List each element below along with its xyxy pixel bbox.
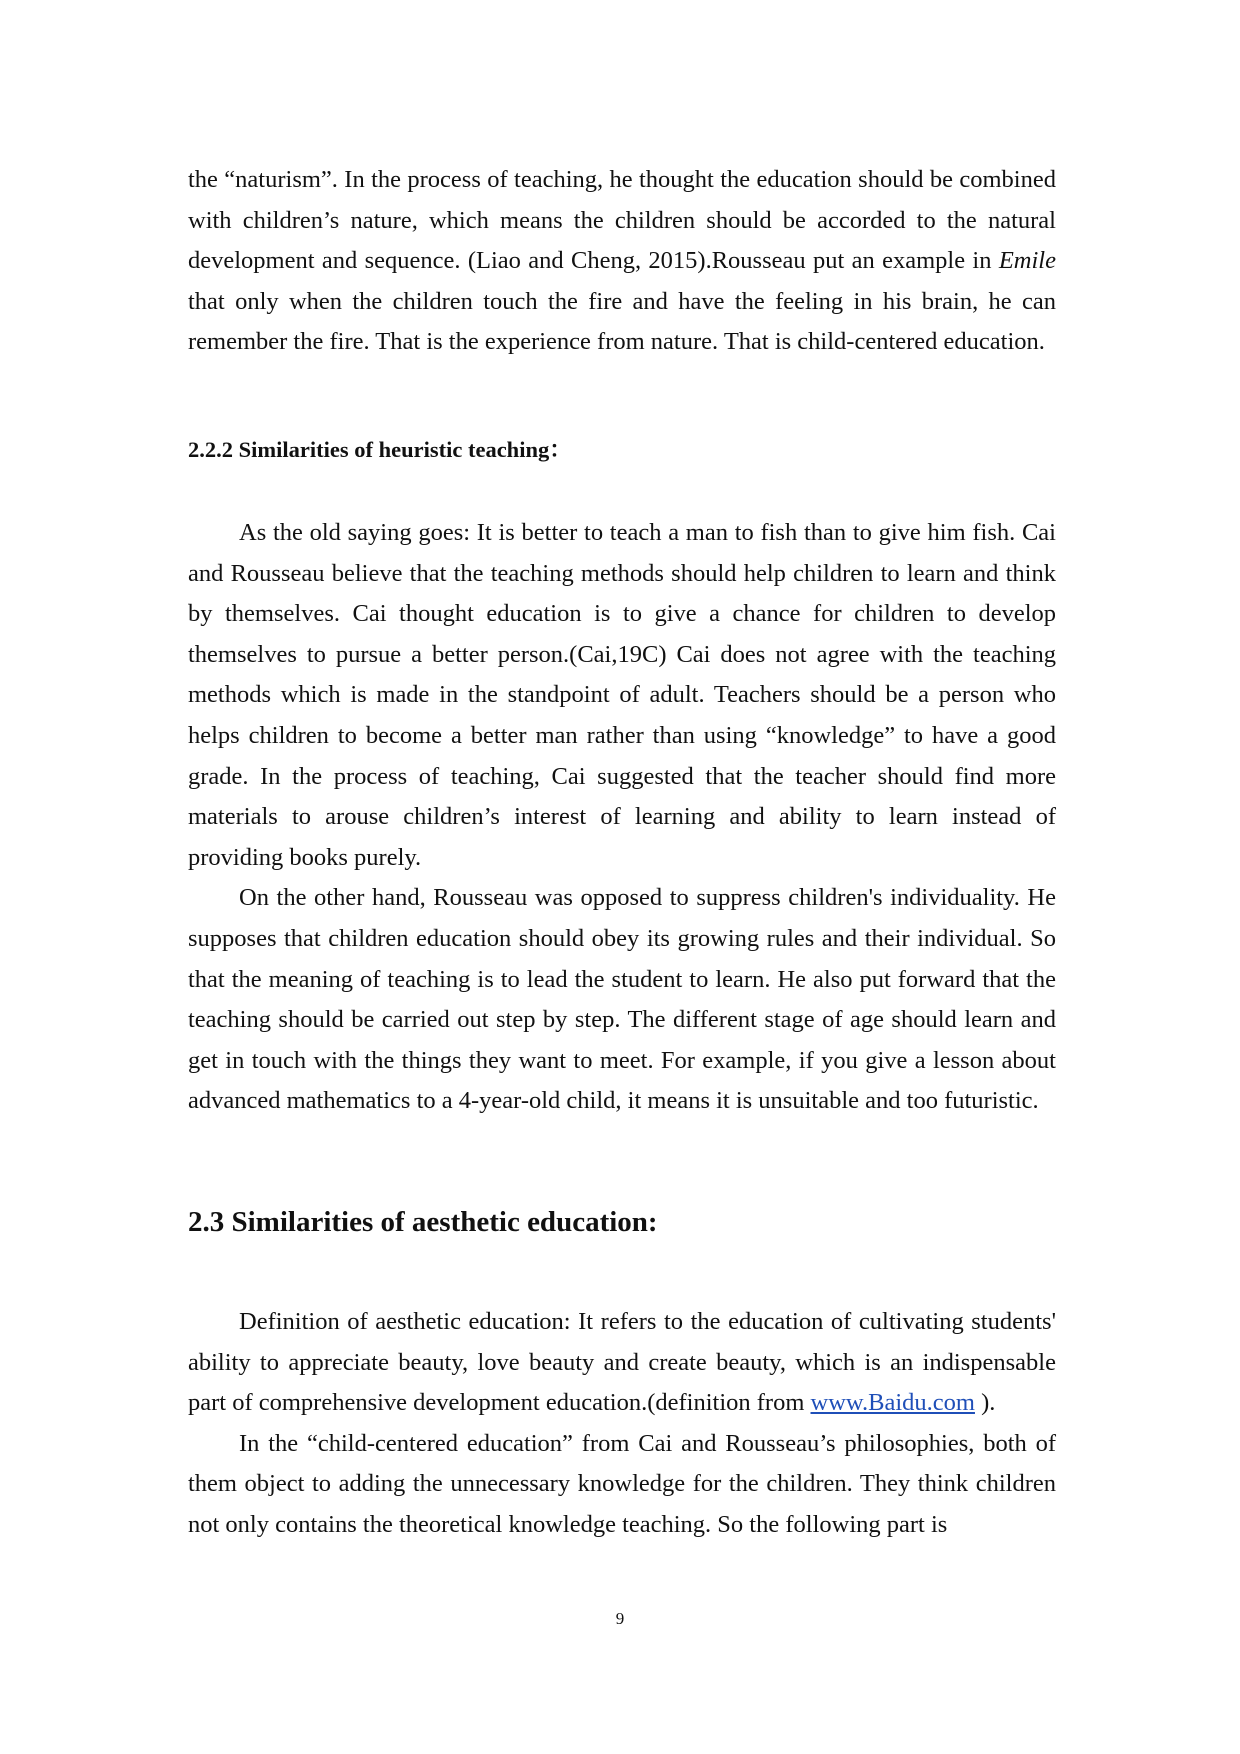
paragraph-naturism-text <box>188 160 1056 363</box>
section-heading-aesthetic-education: 2.3 Similarities of aesthetic education: <box>188 1206 658 1238</box>
baidu-link[interactable]: www.Baidu.com <box>810 1389 975 1417</box>
page-number: 9 <box>615 1609 625 1628</box>
book-title-emile: Emile <box>998 247 1056 275</box>
paragraph-heuristic-rousseau: On the other hand, Rousseau was opposed to suppress children's individuality. He supposes that children education should obey its growing rules and their individual. So that the meaning of teaching is to lead the student to learn. He also put forward that the teaching should be carried out step by step. The different stage of age should learn and get in touch with the things they want to meet. For example, if you give a lesson about advanced mathematics to a 4-year-old child, it means it is unsuitable and too futuristic. <box>188 884 1056 1115</box>
section-heading-heuristic-teaching: 2.2.2 Similarities of heuristic teaching： <box>188 437 572 462</box>
paragraph-heuristic-cai: As the old saying goes: It is better to teach a man to fish than to give him fish. Cai and Rousseau believe that the teaching methods should help children to learn and think by themselves. Cai thought education is to give a chance for children to develop themselves to pursue a better person.(Cai,19C) Cai does not agree with the teaching methods which is made in the standpoint of adult. Teachers should be a person who helps children to become a better man rather than using “knowledge” to have a good grade. In the process of teaching, Cai suggested that the teacher should find more materials to arouse children’s interest of learning and ability to learn instead of providing books purely. <box>188 519 1056 871</box>
paragraph-definition-tail: ). <box>974 1389 996 1417</box>
paragraph-naturism <box>188 160 1056 363</box>
paragraph-naturism-tail: that only when the children touch the fire and have the feeling in his brain, he can remember the fire. That is the experience from nature. That is child-centered education. <box>188 287 1056 356</box>
paragraph-definition-lead: Definition of aesthetic education: It refers to the education of cultivating students' ability to appreciate beauty, love beauty and create beauty, which is an indispensable part of comprehensive development education.(definition from <box>188 1308 1056 1417</box>
section-heuristic-body <box>188 513 1056 1122</box>
section-aesthetic-body <box>188 1302 1056 1546</box>
paragraph-naturism-lead: the “naturism”. In the process of teaching, he thought the education should be combined with children’s nature, which means the children should be accorded to the natural development and sequence. (Liao and Cheng, 2015).Rousseau put an example in <box>188 166 1056 275</box>
paragraph-child-centered: In the “child-centered education” from Cai and Rousseau’s philosophies, both of them object to adding the unnecessary knowledge for the children. They think children not only contains the theoretical knowledge teaching. So the following part is <box>188 1429 1056 1538</box>
paragraph-definition <box>188 1302 1056 1424</box>
